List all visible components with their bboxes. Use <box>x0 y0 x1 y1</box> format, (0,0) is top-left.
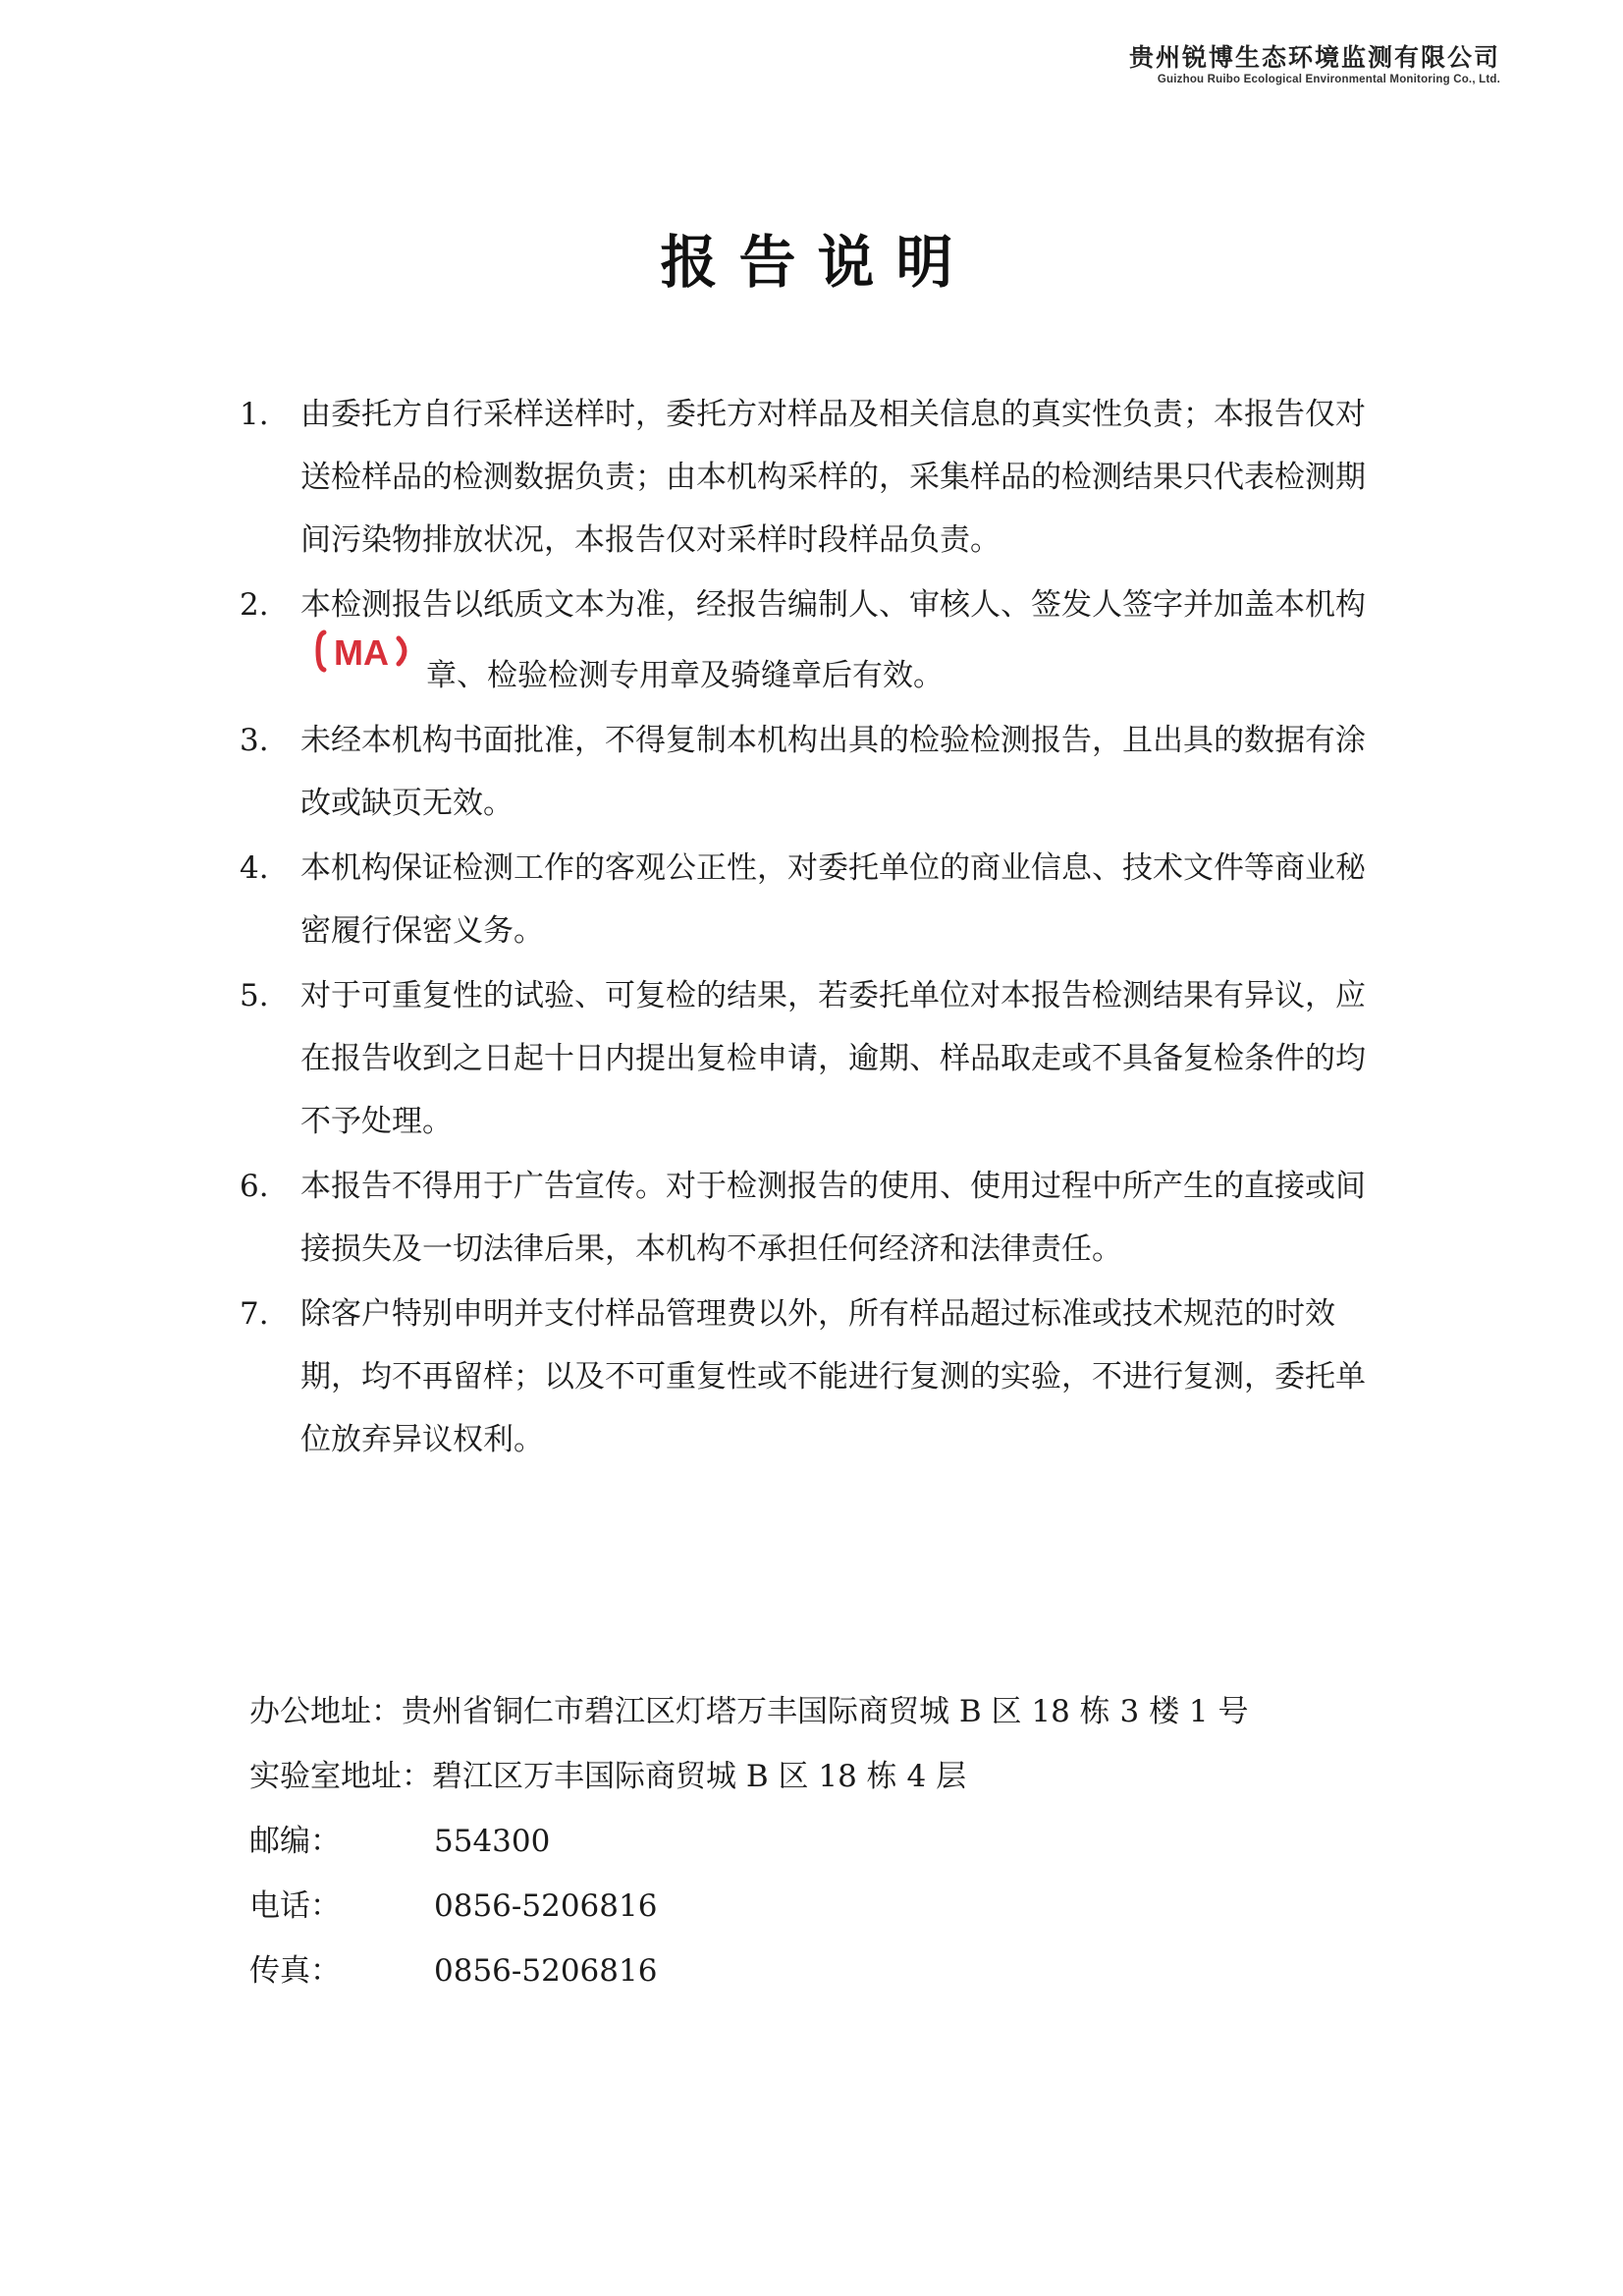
item-text: 本机构保证检测工作的客观公正性，对委托单位的商业信息、技术文件等商业秘密履行保密义务。 <box>300 850 1366 949</box>
item-text: 对于可重复性的试验、可复检的结果，若委托单位对本报告检测结果有异议，应在报告收到之日起十日内提出复检申请，逾期、样品取走或不具备复检条件的均不予处理。 <box>300 978 1366 1139</box>
list-item <box>240 383 1379 572</box>
seal-text: MA <box>334 632 389 673</box>
item-number: 4. <box>240 850 269 886</box>
lab-address-row <box>249 1744 1249 1809</box>
list-item <box>240 964 1379 1153</box>
item-number: 3. <box>240 723 269 758</box>
office-address-value: 贵州省铜仁市碧江区灯塔万丰国际商贸城 B 区 18 栋 3 楼 1 号 <box>402 1694 1249 1729</box>
postcode-value: 554300 <box>434 1824 551 1859</box>
notes-list <box>240 383 1379 1473</box>
lab-address-label: 实验室地址： <box>249 1759 432 1794</box>
item-text: 本报告不得用于广告宣传。对于检测报告的使用、使用过程中所产生的直接或间接损失及一切法律后果，本机构不承担任何经济和法律责任。 <box>300 1169 1366 1267</box>
office-address-label: 办公地址： <box>249 1694 402 1729</box>
page-header <box>1129 43 1500 86</box>
list-item <box>240 709 1379 835</box>
phone-row <box>249 1874 1249 1939</box>
fax-label: 传真： <box>249 1953 341 1989</box>
phone-label: 电话： <box>249 1888 341 1924</box>
item-text: 除客户特别申明并支付样品管理费以外，所有样品超过标准或技术规范的时效期，均不再留样；以及不可重复性或不能进行复测的实验，不进行复测，委托单位放弃异议权利。 <box>300 1296 1366 1457</box>
phone-value: 0856-5206816 <box>434 1888 658 1924</box>
item-text-before-seal: 本检测报告以纸质文本为准，经报告编制人、审核人、签发人签字并加盖本机构 <box>300 587 1366 623</box>
fax-value: 0856-5206816 <box>434 1953 658 1989</box>
item-number: 5. <box>240 978 269 1013</box>
item-number: 6. <box>240 1169 269 1204</box>
item-number: 7. <box>240 1296 269 1332</box>
item-text: 未经本机构书面批准，不得复制本机构出具的检验检测报告，且出具的数据有涂改或缺页无效。 <box>300 723 1366 821</box>
cma-seal-icon <box>314 625 408 678</box>
list-item <box>240 837 1379 962</box>
postcode-row <box>249 1809 1249 1874</box>
item-text: 由委托方自行采样送样时，委托方对样品及相关信息的真实性负责；本报告仅对送检样品的检测数据负责；由本机构采样的，采集样品的检测结果只代表检测期间污染物排放状况，本报告仅对采样时段样品负责。 <box>300 397 1366 558</box>
company-name-cn: 贵州锐博生态环境监测有限公司 <box>1128 43 1500 72</box>
lab-address-value: 碧江区万丰国际商贸城 B 区 18 栋 4 层 <box>432 1759 967 1794</box>
item-number: 1. <box>240 397 269 432</box>
list-item <box>240 1155 1379 1281</box>
company-name-en: Guizhou Ruibo Ecological Environmental Monitoring Co., Ltd. <box>1157 74 1500 85</box>
contact-info <box>249 1679 1249 2003</box>
item-text <box>300 574 1380 707</box>
office-address-row <box>249 1679 1249 1744</box>
fax-row <box>249 1939 1249 2003</box>
list-item <box>240 574 1379 707</box>
list-item <box>240 1283 1379 1471</box>
item-number: 2. <box>240 587 269 623</box>
page-title: 报告说明 <box>660 229 975 296</box>
postcode-label: 邮编： <box>249 1824 341 1859</box>
item-text-after-seal: 章、检验检测专用章及骑缝章后有效。 <box>426 658 944 693</box>
